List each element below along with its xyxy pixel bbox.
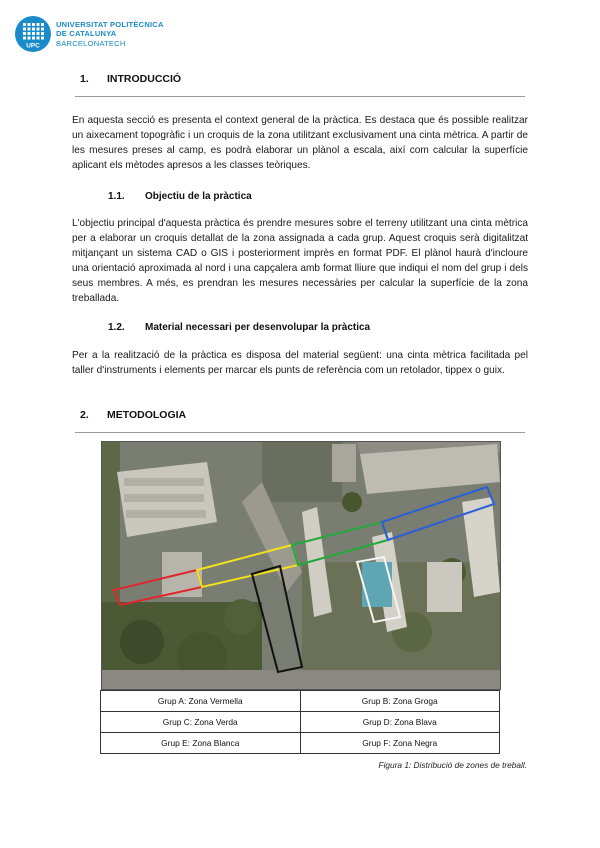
section-heading-metodologia bbox=[80, 409, 186, 421]
section-number: 1. bbox=[80, 73, 89, 85]
section-number: 1.2. bbox=[108, 322, 125, 333]
logo-text: UPC bbox=[26, 42, 40, 50]
paragraph-introduccio: En aquesta secció es presenta el context general de la pràctica. Es destaca que és possible realitzar un aixecament topogràfic i un croquis de la zona utilitzant exclusivament una cinta mètrica. A partir de les mesures preses al camp, es podrà elaborar un plànol a escala, així com calcular la superfície aplicant els mètodes apresos a les classes teòriques. bbox=[72, 115, 528, 171]
figure-caption: Figura 1: Distribució de zones de treball. bbox=[378, 760, 527, 770]
heading-rule bbox=[75, 96, 525, 97]
table-cell: Grup B: Zona Groga bbox=[300, 691, 500, 712]
section-title: METODOLOGIA bbox=[107, 409, 187, 421]
table-cell: Grup E: Zona Blanca bbox=[101, 733, 301, 754]
paragraph-objectiu: L'objectiu principal d'aquesta pràctica és prendre mesures sobre el terreny utilitzant una cinta mètrica per a elaborar un croquis detallat de la zona assignada a cada grup. Aquest croquis serà digitalitzat mitjançant un sistema CAD o GIS i posteriorment imprès en format PDF. El plànol haurà d'incloure una orientació aproximada al nord i una capçalera amb format lliure que indiqui el nom del grup i dels seus membres. A més, es prendran les mesures necessàries per calcular la superfície de la zona treballada. bbox=[72, 218, 528, 304]
university-line-2: DE CATALUNYA bbox=[56, 29, 117, 39]
table-row bbox=[101, 733, 500, 754]
zones-table bbox=[100, 690, 500, 754]
university-line-1: UNIVERSITAT POLITÈCNICA bbox=[56, 20, 164, 29]
section-title: Material necessari per desenvolupar la pràctica bbox=[145, 322, 371, 333]
table-cell: Grup F: Zona Negra bbox=[300, 733, 500, 754]
section-heading-objectiu bbox=[108, 191, 252, 202]
section-number: 1.1. bbox=[108, 191, 125, 202]
section-heading-material bbox=[108, 322, 370, 333]
heading-rule bbox=[75, 432, 525, 433]
table-cell: Grup D: Zona Blava bbox=[300, 712, 500, 733]
paragraph-material: Per a la realització de la pràctica es disposa del material següent: una cinta mètrica facilitada pel taller d'instruments i elements per marcar els punts de referència com un retolador, tippex o guix. bbox=[72, 350, 528, 376]
upc-logo bbox=[15, 16, 51, 52]
table-row bbox=[101, 712, 500, 733]
table-cell: Grup A: Zona Vermella bbox=[101, 691, 301, 712]
section-heading-introduccio bbox=[80, 73, 181, 85]
section-number: 2. bbox=[80, 409, 89, 421]
table-row bbox=[101, 691, 500, 712]
section-title: INTRODUCCIÓ bbox=[107, 73, 182, 85]
university-line-3: BARCELONATECH bbox=[56, 38, 126, 48]
section-title: Objectiu de la pràctica bbox=[145, 191, 252, 202]
university-name bbox=[56, 20, 164, 48]
table-cell: Grup C: Zona Verda bbox=[101, 712, 301, 733]
aerial-map-image bbox=[101, 441, 501, 690]
